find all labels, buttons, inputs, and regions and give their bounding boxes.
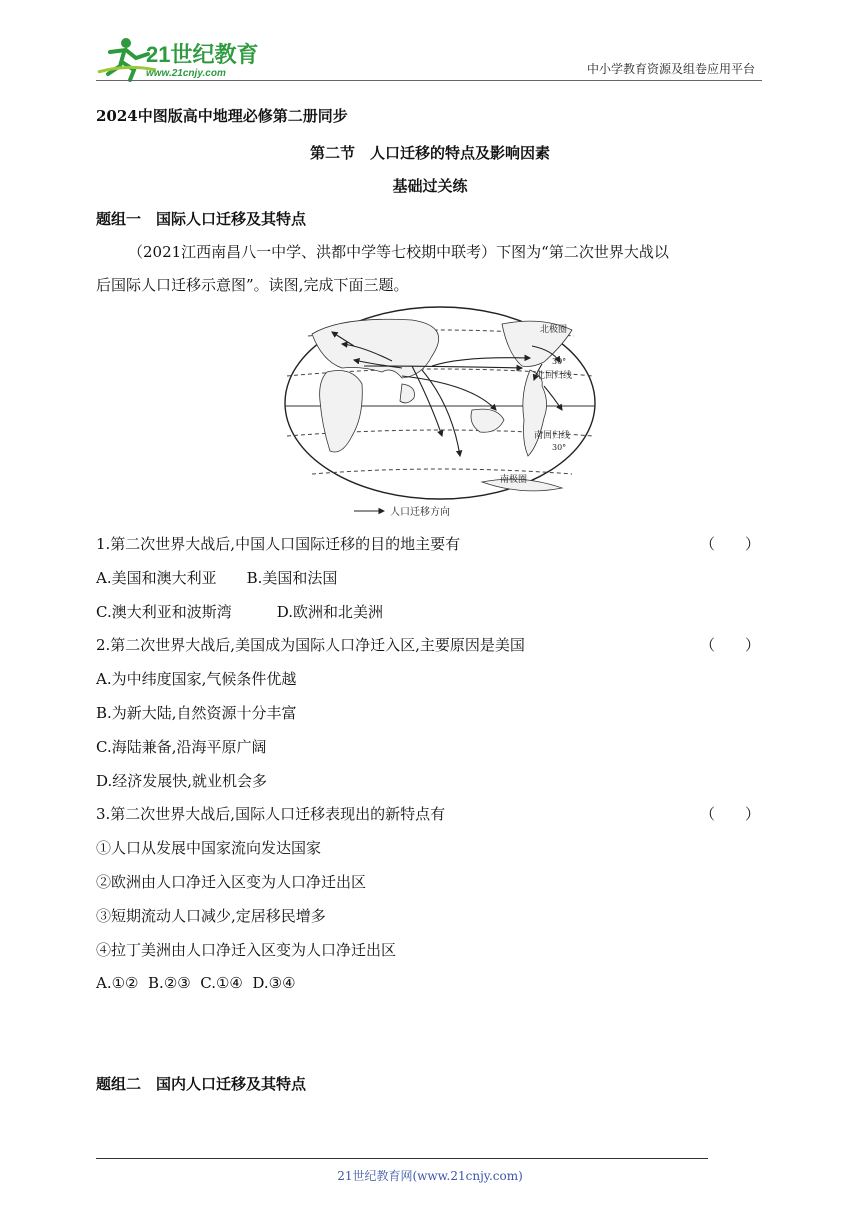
label-30s: 30° — [552, 443, 567, 452]
logo-text: 21世纪教育 — [146, 42, 259, 67]
q3-statement-3: ③短期流动人口减少,定居移民增多 — [96, 907, 326, 925]
q2-option-a: A.为中纬度国家,气候条件优越 — [96, 670, 297, 688]
q2-stem: 2.第二次世界大战后,美国成为国际人口净迁入区,主要原因是美国 — [96, 636, 525, 654]
q3-statement-1: ①人口从发展中国家流向发达国家 — [96, 839, 322, 857]
q1-answer-paren: （ ） — [700, 535, 761, 553]
q2-answer-paren: （ ） — [700, 636, 761, 654]
q1-option-cd: C.澳大利亚和波斯湾 D.欧洲和北美洲 — [96, 603, 383, 621]
site-logo — [96, 34, 261, 82]
footer-divider — [96, 1158, 708, 1159]
q3-answer-paren: （ ） — [700, 805, 761, 823]
doc-title: 2024中图版高中地理必修第二册同步 — [96, 107, 348, 125]
q2-option-d: D.经济发展快,就业机会多 — [96, 772, 268, 790]
label-tropic-cancer: 北回归线 — [536, 371, 573, 381]
label-antarctic: 南极圈 — [500, 475, 528, 485]
q2-option-c: C.海陆兼备,沿海平原广阔 — [96, 738, 267, 756]
q1-stem: 1.第二次世界大战后,中国人口国际迁移的目的地主要有 — [96, 535, 461, 553]
q1-option-ab: A.美国和澳大利亚 B.美国和法国 — [96, 569, 338, 587]
q3-stem: 3.第二次世界大战后,国际人口迁移表现出的新特点有 — [96, 805, 446, 823]
label-arctic: 北极圈 — [540, 325, 568, 335]
sub-title: 基础过关练 — [392, 177, 468, 195]
group1-title: 题组一 国际人口迁移及其特点 — [96, 210, 307, 228]
migration-map — [282, 306, 598, 520]
logo-url: www.21cnjy.com — [146, 68, 226, 79]
q3-options: A.①② B.②③ C.①④ D.③④ — [96, 974, 296, 992]
q3-statement-4: ④拉丁美洲由人口净迁入区变为人口净迁出区 — [96, 941, 397, 959]
q2-option-b: B.为新大陆,自然资源十分丰富 — [96, 704, 297, 722]
q3-statement-2: ②欧洲由人口净迁入区变为人口净迁出区 — [96, 873, 367, 891]
antarctic-circle-line — [312, 469, 572, 474]
section-title: 第二节 人口迁移的特点及影响因素 — [309, 144, 550, 162]
header-divider — [96, 80, 762, 81]
label-tropic-capricorn: 南回归线 — [534, 431, 571, 441]
group2-title: 题组二 国内人口迁移及其特点 — [96, 1075, 307, 1093]
group1-intro-line1: （2021江西南昌八一中学、洪都中学等七校期中联考）下图为“第二次世界大战以 — [128, 243, 669, 261]
label-30n: 30° — [552, 357, 567, 366]
platform-label: 中小学教育资源及组卷应用平台 — [586, 62, 755, 76]
legend-label: 人口迁移方向 — [390, 507, 450, 518]
footer-text[interactable]: 21世纪教育网(www.21cnjy.com) — [337, 1169, 523, 1183]
group1-intro-line2: 后国际人口迁移示意图”。读图,完成下面三题。 — [96, 276, 409, 294]
